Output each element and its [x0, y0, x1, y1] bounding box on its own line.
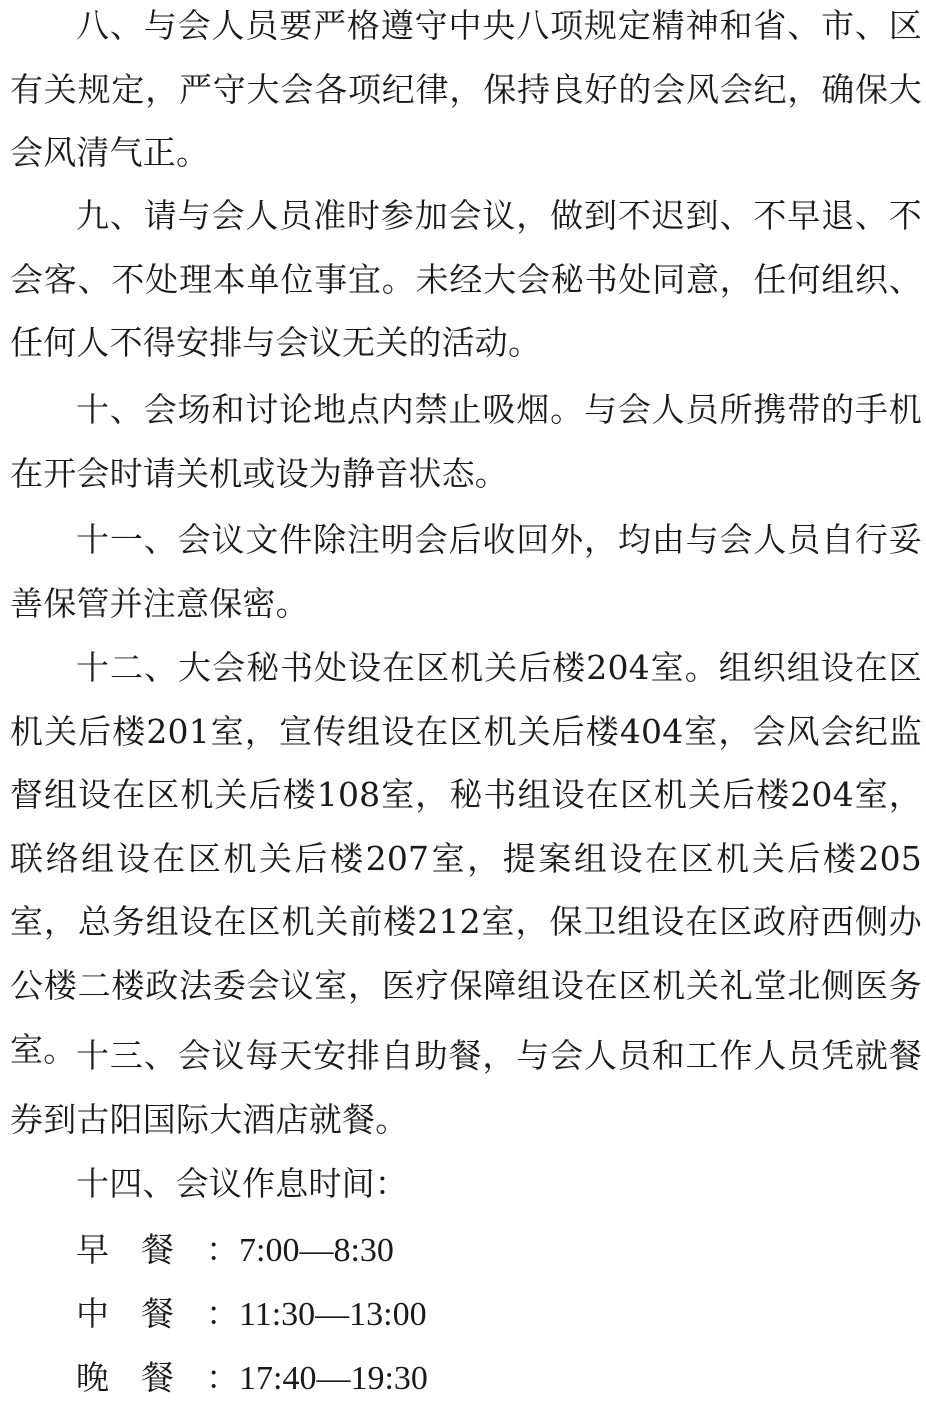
meal-separator: ：	[206, 1358, 239, 1397]
meal-separator: ：	[206, 1230, 239, 1269]
paragraph-rule-13: 十三、会议每天安排自助餐，与会人员和工作人员凭就餐券到古阳国际大酒店就餐。	[10, 1036, 922, 1139]
paragraph-rule-12: 十二、大会秘书处设在区机关后楼204室。组织组设在区机关后楼201室，宣传组设在区机关后楼404室，会风会纪监督组设在区机关后楼108室，秘书组设在区机关后楼204室，联络组设在区机关后楼207室，提案组设在区机关后楼205室，总务组设在区机关前楼212室，保卫组设在区政府西侧办公楼二楼政法委会议室，医疗保障组设在区机关礼堂北侧医务室。	[10, 648, 922, 1069]
meal-name: 晚餐	[76, 1358, 206, 1397]
schedule-breakfast	[76, 1218, 394, 1283]
meal-name: 早餐	[76, 1230, 206, 1269]
meal-separator: ：	[206, 1294, 239, 1333]
schedule-dinner	[76, 1346, 428, 1411]
meal-name: 中餐	[76, 1294, 206, 1333]
meal-time: 7:00—8:30	[239, 1232, 394, 1269]
meal-time: 11:30—13:00	[239, 1296, 427, 1333]
paragraph-rule-11: 十一、会议文件除注明会后收回外，均由与会人员自行妥善保管并注意保密。	[10, 520, 922, 623]
schedule-lunch	[76, 1282, 427, 1347]
paragraph-rule-14: 十四、会议作息时间：	[76, 1164, 408, 1203]
meal-time: 17:40—19:30	[239, 1360, 428, 1397]
paragraph-rule-10: 十、会场和讨论地点内禁止吸烟。与会人员所携带的手机在开会时请关机或设为静音状态。	[10, 390, 922, 493]
paragraph-rule-9: 九、请与会人员准时参加会议，做到不迟到、不早退、不会客、不处理本单位事宜。未经大会秘书处同意，任何组织、任何人不得安排与会议无关的活动。	[10, 196, 922, 363]
paragraph-rule-8: 八、与会人员要严格遵守中央八项规定精神和省、市、区有关规定，严守大会各项纪律，保持良好的会风会纪，确保大会风清气正。	[10, 6, 922, 173]
